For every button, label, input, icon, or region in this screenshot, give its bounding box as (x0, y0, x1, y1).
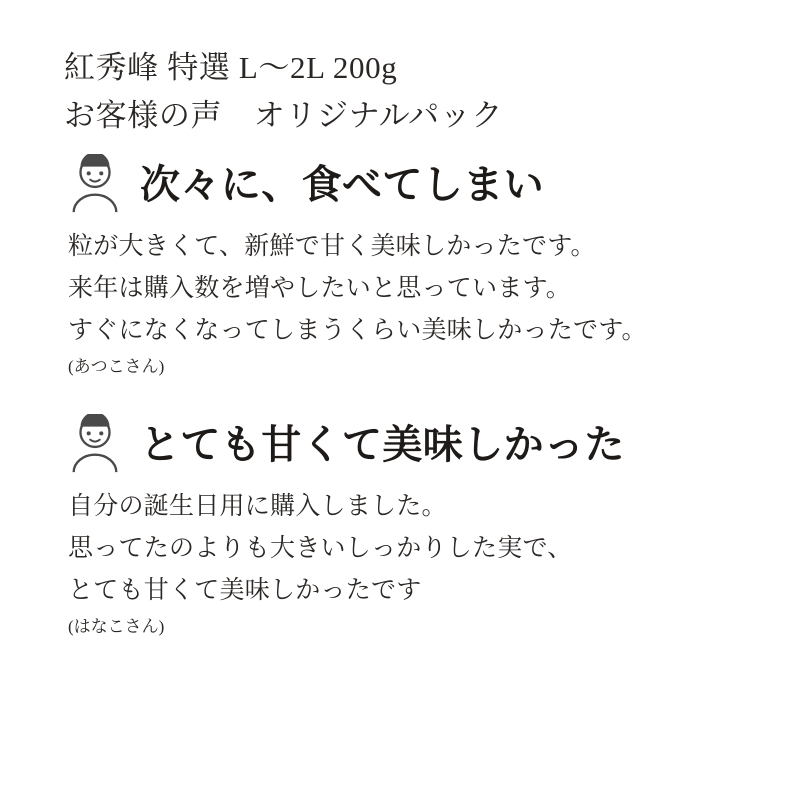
page-header (64, 44, 740, 140)
reviewer-name: (あつこさん) (68, 357, 165, 377)
review-body (68, 226, 740, 380)
review-header (64, 154, 740, 216)
person-avatar-icon (64, 414, 126, 476)
review-body (68, 486, 740, 640)
product-title-line-1: 紅秀峰 特選 L〜2L 200g (64, 50, 398, 85)
review-body-line: とても甘くて美味しかったです (68, 576, 422, 604)
review-body-line: 思ってたのよりも大きいしっかりした実で、 (68, 534, 573, 562)
review-body-line: すぐになくなってしまうくらい美味しかったです。 (68, 317, 647, 345)
review-item (64, 414, 740, 640)
review-body-line: 自分の誕生日用に購入しました。 (68, 492, 447, 520)
review-item (64, 154, 740, 380)
review-body-line: 粒が大きくて、新鮮で甘く美味しかったです。 (68, 233, 596, 261)
reviewer-name: (はなこさん) (68, 616, 165, 636)
review-title: 次々に、食べてしまい (140, 162, 544, 208)
person-avatar-icon (64, 154, 126, 216)
review-body-line: 来年は購入数を増やしたいと思っています。 (68, 275, 572, 303)
review-title: とても甘くて美味しかった (140, 421, 625, 467)
review-header (64, 414, 740, 476)
product-title-line-2: お客様の声 オリジナルパック (64, 98, 503, 134)
